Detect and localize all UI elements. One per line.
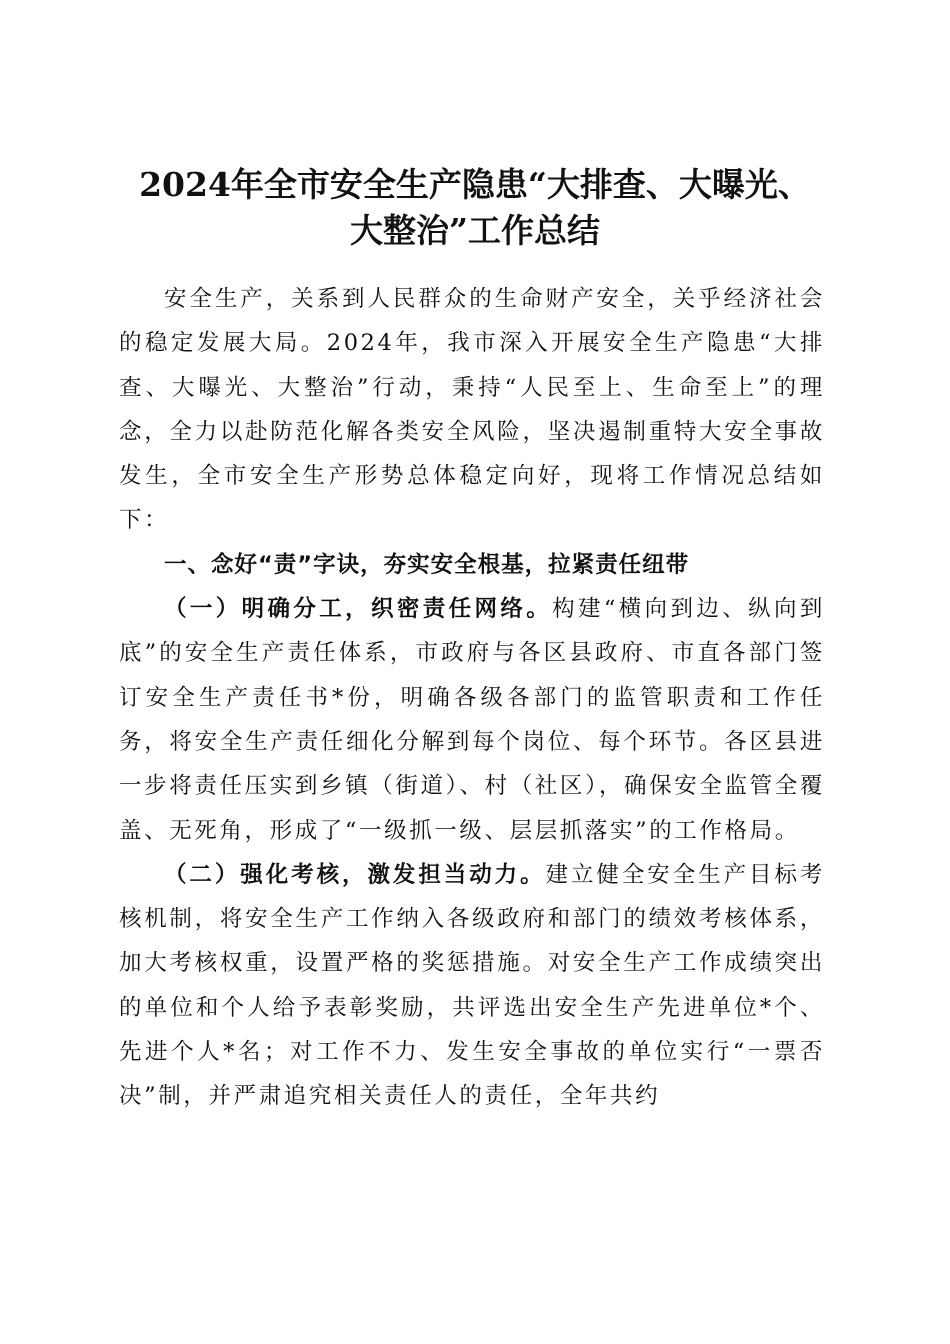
paragraph-1 (119, 587, 825, 853)
paragraph-1-text: 构建“横向到边、纵向到底”的安全生产责任体系，市政府与各区县政府、市直各部门签订安全生产责任书*份，明确各级各部门的监管职责和工作任务，将安全生产责任细化分解到每个岗位、每个环节。各区县进一步将责任压实到乡镇（街道）、村（社区），确保安全监管全覆盖、无死角，形成了“一级抓一级、层层抓落实”的工作格局。 (119, 596, 825, 844)
paragraph-1-lead: （一）明确分工，织密责任网络。 (164, 596, 553, 623)
title-line-1: 2024年全市安全生产隐患“大排查、大曝光、 (139, 165, 811, 205)
intro-paragraph: 安全生产，关系到人民群众的生命财产安全，关乎经济社会的稳定发展大局。2024年，我市深入开展安全生产隐患“大排查、大曝光、大整治”行动，秉持“人民至上、生命至上”的理念，全力以赴防范化解各类安全风险，坚决遏制重特大安全事故发生，全市安全生产形势总体稳定向好，现将工作情况总结如下： (119, 286, 825, 534)
title-line-2: 大整治”工作总结 (350, 211, 600, 251)
paragraph-2-lead: （二）强化考核，激发担当动力。 (164, 861, 546, 888)
section-heading-1: 一、念好“责”字诀，夯实安全根基，拉紧责任纽带 (164, 551, 690, 578)
paragraph-2-text: 建立健全安全生产目标考核机制，将安全生产工作纳入各级政府和部门的绩效考核体系，加大考核权重，设置严格的奖惩措施。对安全生产工作成绩突出的单位和个人给予表彰奖励，共评选出安全生产先进单位*个、先进个人*名；对工作不力、发生安全事故的单位实行“一票否决”制，并严肃追究相关责任人的责任，全年共约 (119, 861, 825, 1110)
document-title (100, 162, 850, 254)
paragraph-2 (119, 853, 825, 1119)
document-body (119, 277, 825, 1119)
